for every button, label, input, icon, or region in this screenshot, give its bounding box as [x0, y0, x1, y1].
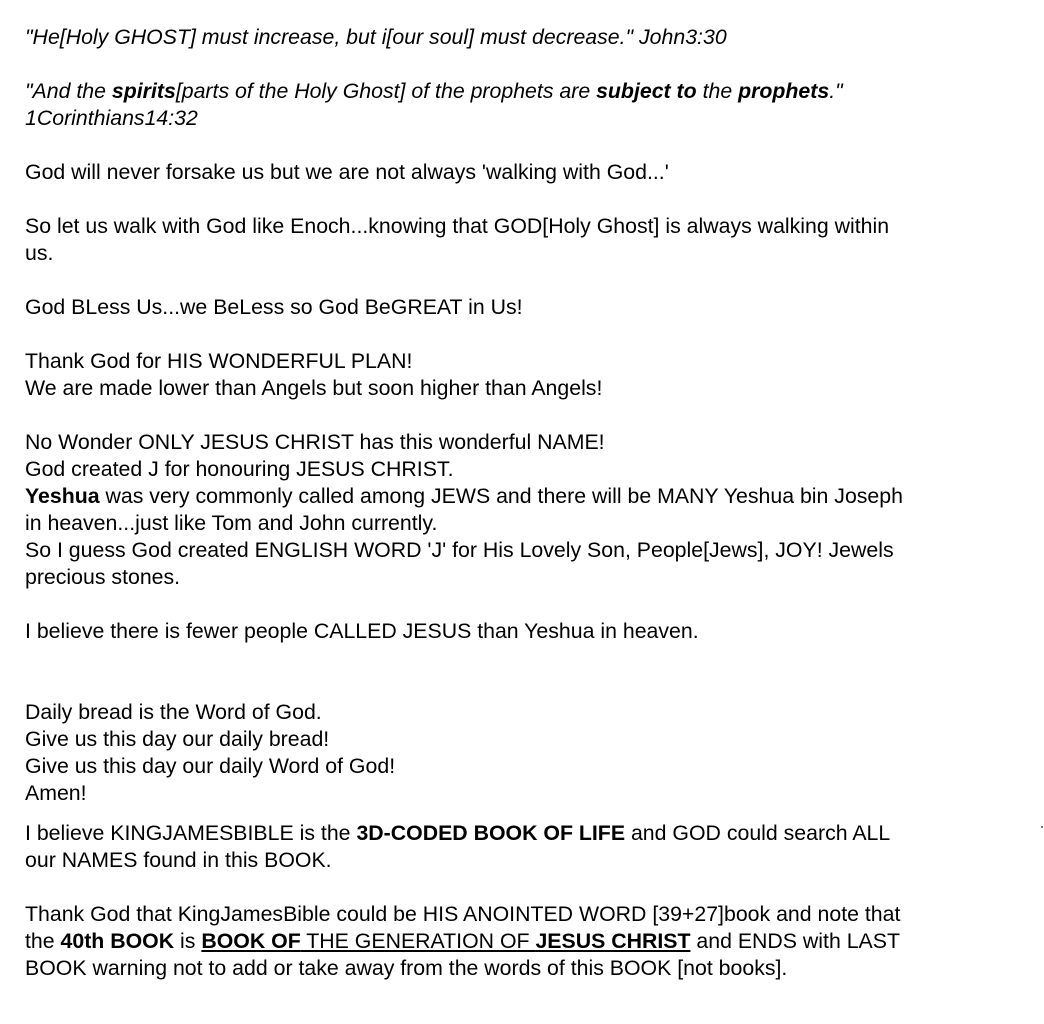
underlined-book-title — [201, 929, 690, 953]
emphasis-text: 3D-CODED BOOK OF LIFE — [356, 821, 626, 845]
body-text: I believe KINGJAMESBIBLE is the — [25, 821, 357, 845]
paragraph-anointed-word-line-1: Thank God that KingJamesBible could be HIS ANOINTED WORD [39+27]book and note that — [25, 902, 901, 926]
edge-mark — [1041, 826, 1043, 828]
quote-text: ." — [829, 79, 843, 103]
emphasis-text: prophets — [738, 79, 830, 103]
paragraph-anointed-word-line-3: BOOK warning not to add or take away from the words of this BOOK [not books]. — [25, 956, 788, 980]
paragraph-plan-line-2: We are made lower than Angels but soon higher than Angels! — [25, 376, 603, 400]
paragraph-daily-bread-line-2: Give us this day our daily bread! — [25, 727, 330, 751]
emphasis-text: spirits — [111, 79, 176, 103]
paragraph-name-line-3 — [25, 483, 1030, 510]
paragraph-daily-bread-line-3: Give us this day our daily Word of God! — [25, 754, 396, 778]
document-page — [25, 24, 1030, 982]
paragraph-name-line-2: God created J for honouring JESUS CHRIST. — [25, 457, 454, 481]
paragraph-name-line-4: in heaven...just like Tom and John currently. — [25, 511, 438, 535]
paragraph-name-line-6: precious stones. — [25, 565, 181, 589]
paragraph-bless: God BLess Us...we BeLess so God BeGREAT in Us! — [25, 295, 523, 319]
paragraph-fewer-jesus: I believe there is fewer people CALLED JESUS than Yeshua in heaven. — [25, 619, 699, 643]
emphasis-text: BOOK OF — [201, 929, 301, 953]
scripture-reference: 1Corinthians14:32 — [25, 106, 198, 130]
paragraph-enoch-line-2: us. — [25, 241, 54, 265]
paragraph-enoch-line-1: So let us walk with God like Enoch...knowing that GOD[Holy Ghost] is always walking within — [25, 214, 890, 238]
emphasis-text: Yeshua — [25, 484, 100, 508]
paragraph-plan-line-1: Thank God for HIS WONDERFUL PLAN! — [25, 349, 413, 373]
paragraph-daily-bread-line-4: Amen! — [25, 781, 87, 805]
body-text: THE GENERATION OF — [300, 929, 536, 953]
paragraph-book-of-life-line-1 — [25, 820, 1030, 847]
body-text: and ENDS with LAST — [690, 929, 900, 953]
paragraph-daily-bread-line-1: Daily bread is the Word of God. — [25, 700, 322, 724]
paragraph-forsake: God will never forsake us but we are not always 'walking with God...' — [25, 160, 669, 184]
body-text: and GOD could search ALL — [625, 821, 891, 845]
quote-text: the — [696, 79, 739, 103]
emphasis-text: subject to — [596, 79, 697, 103]
quote-john-3-30 — [25, 24, 1030, 51]
quote-text: "And the — [25, 79, 112, 103]
paragraph-name-line-5: So I guess God created ENGLISH WORD 'J' for His Lovely Son, People[Jews], JOY! Jewels — [25, 538, 894, 562]
body-text: is — [174, 929, 202, 953]
paragraph-anointed-word-line-2 — [25, 928, 1030, 955]
scripture-reference: John3:30 — [633, 25, 727, 49]
quote-text: [parts of the Holy Ghost] of the prophets are — [175, 79, 597, 103]
emphasis-text: JESUS CHRIST — [535, 929, 691, 953]
quote-text: "He[Holy GHOST] must increase, but i[our soul] must decrease." — [25, 25, 634, 49]
emphasis-text: 40th BOOK — [60, 929, 175, 953]
body-text: was very commonly called among JEWS and there will be MANY Yeshua bin Joseph — [99, 484, 903, 508]
body-text: the — [25, 929, 61, 953]
paragraph-name-line-1: No Wonder ONLY JESUS CHRIST has this wonderful NAME! — [25, 430, 605, 454]
paragraph-book-of-life-line-2: our NAMES found in this BOOK. — [25, 848, 332, 872]
quote-1-corinthians-line — [25, 78, 1030, 105]
